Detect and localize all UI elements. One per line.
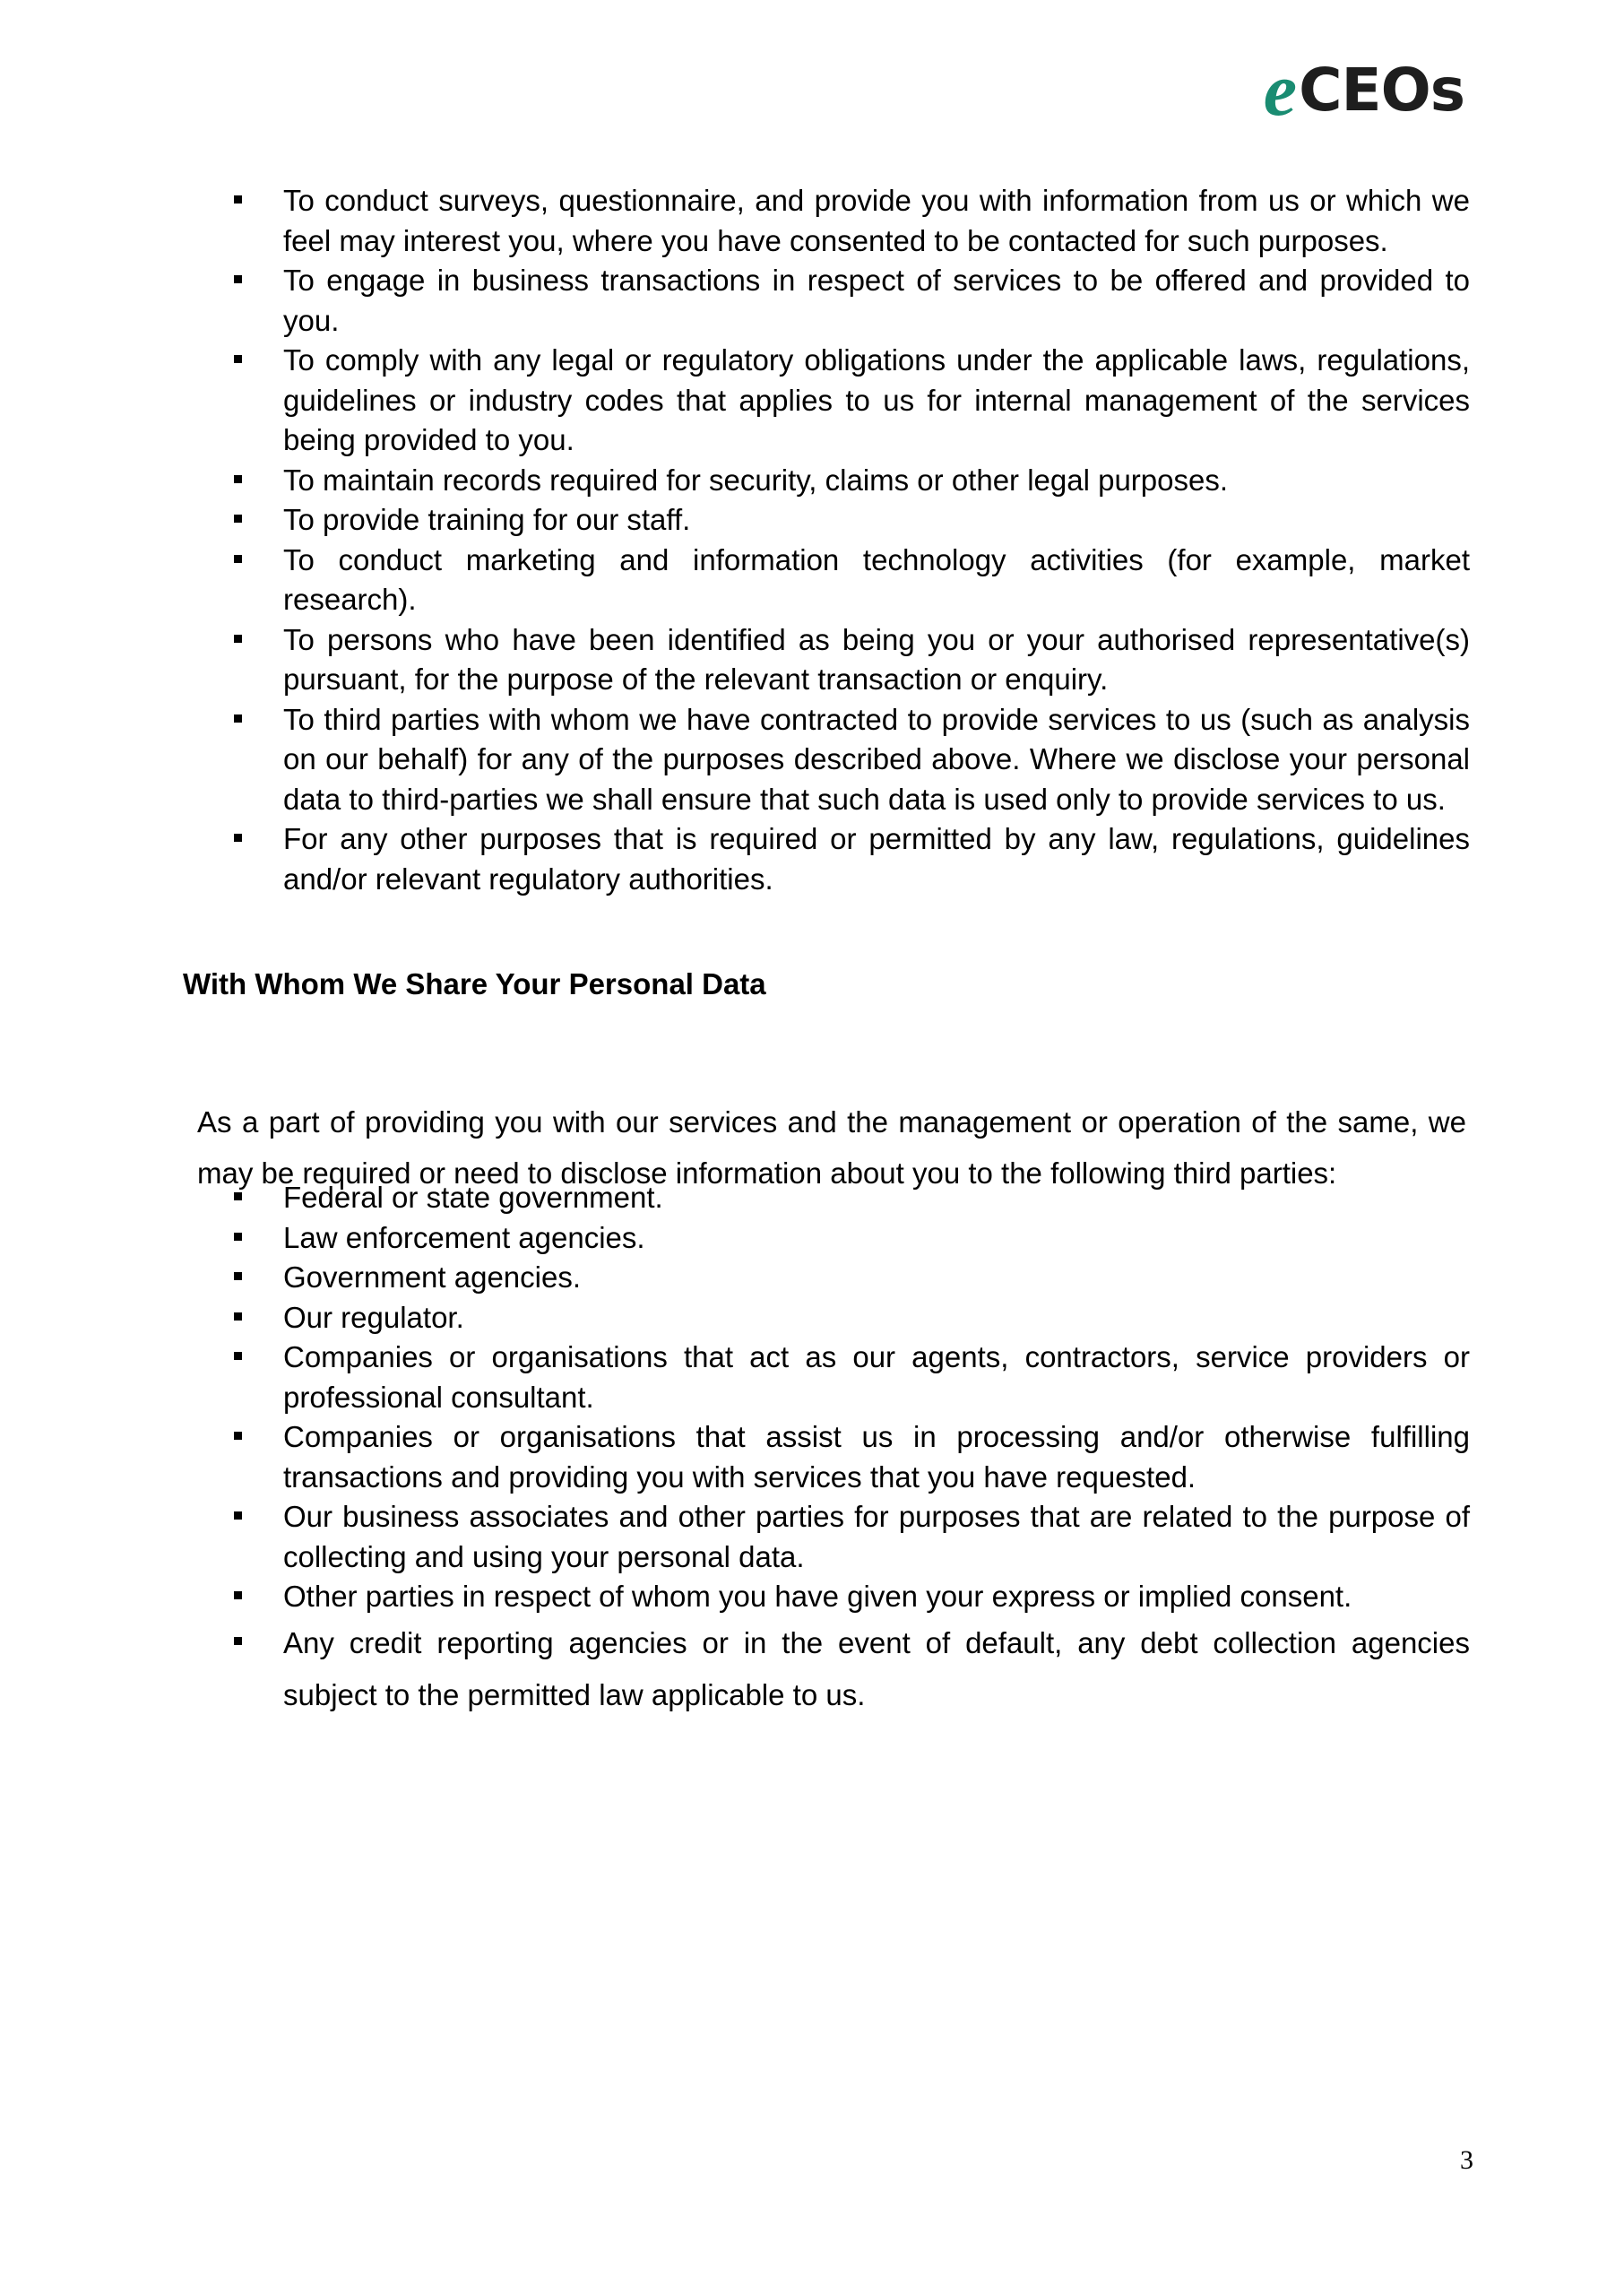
list-item-text: Federal or state government. xyxy=(283,1181,663,1214)
list-item xyxy=(224,181,1470,261)
list-item-text: Companies or organisations that act as our agents, contractors, service providers or professional consultant. xyxy=(283,1340,1470,1414)
intro-paragraph: As a part of providing you with our services and the management or operation of the same, we may be required or need to disclose information about you to the following third parties: xyxy=(197,1105,1466,1190)
list-item-text: Other parties in respect of whom you have given your express or implied consent. xyxy=(283,1580,1352,1613)
bullet-square-icon xyxy=(234,475,242,483)
list-item-text: To persons who have been identified as being you or your authorised representative(s) pursuant, for the purpose of the relevant transaction or enquiry. xyxy=(283,622,1470,696)
logo-wordmark: CEOs xyxy=(1299,56,1464,125)
list-item xyxy=(224,1417,1470,1497)
bullet-square-icon xyxy=(234,1272,242,1280)
bullet-square-icon xyxy=(234,1312,242,1321)
list-item-text: Government agencies. xyxy=(283,1260,582,1294)
list-item xyxy=(224,1617,1470,1721)
list-item-text: Companies or organisations that assist us in processing and/or otherwise fulfilling transactions and providing you with services that you have requested. xyxy=(283,1420,1470,1494)
list-item xyxy=(224,620,1470,700)
bullet-square-icon xyxy=(234,1432,242,1440)
list-item-text: To conduct marketing and information technology activities (for example, market research). xyxy=(283,542,1470,616)
bullet-square-icon xyxy=(234,355,242,363)
bullet-square-icon xyxy=(234,275,242,283)
logo-e-mark: e xyxy=(1263,48,1298,132)
list-item-text: Any credit reporting agencies or in the event of default, any debt collection agencies subject to the permitted law applicable to us. xyxy=(283,1625,1470,1711)
eceos-logo xyxy=(1263,48,1464,132)
bullet-square-icon xyxy=(234,714,242,723)
list-item-text: Our regulator. xyxy=(283,1300,464,1334)
list-item xyxy=(224,819,1470,899)
bullet-square-icon xyxy=(234,195,242,204)
list-item-text: For any other purposes that is required or permitted by any law, regulations, guidelines and/or relevant regulatory authorities. xyxy=(283,822,1470,896)
section-heading: With Whom We Share Your Personal Data xyxy=(183,967,766,1000)
purposes-list xyxy=(224,181,1470,899)
list-item xyxy=(224,341,1470,461)
list-item xyxy=(224,1258,1470,1298)
list-item xyxy=(224,700,1470,820)
list-item xyxy=(224,1178,1470,1218)
bullet-square-icon xyxy=(234,635,242,643)
list-item-text: To conduct surveys, questionnaire, and provide you with information from us or which we feel may interest you, where you have consented to be contacted for such purposes. xyxy=(283,184,1470,257)
list-item xyxy=(224,1218,1470,1259)
list-item xyxy=(224,500,1470,541)
page-number: 3 xyxy=(1460,2145,1473,2175)
third-parties-list xyxy=(224,1178,1470,1721)
list-item-text: To provide training for our staff. xyxy=(283,503,691,536)
list-item xyxy=(224,1577,1470,1617)
bullet-square-icon xyxy=(234,1591,242,1599)
list-item xyxy=(224,1497,1470,1577)
list-item-text: To comply with any legal or regulatory obligations under the applicable laws, regulations, guidelines or industry codes that applies to us for internal management of the services being provided to you. xyxy=(283,343,1470,456)
list-item xyxy=(224,541,1470,620)
list-item-text: To maintain records required for security, claims or other legal purposes. xyxy=(283,463,1229,497)
bullet-square-icon xyxy=(234,1233,242,1241)
list-item-text: Law enforcement agencies. xyxy=(283,1220,645,1254)
bullet-square-icon xyxy=(234,1511,242,1520)
list-item xyxy=(224,261,1470,341)
list-item-text: To third parties with whom we have contracted to provide services to us (such as analysis on our behalf) for any of the purposes described above. Where we disclose your personal data to third-parties we shall ensure that such data is used only to provide services to us. xyxy=(283,702,1470,816)
bullet-square-icon xyxy=(234,1637,242,1645)
list-item-text: To engage in business transactions in respect of services to be offered and provided to you. xyxy=(283,264,1470,337)
bullet-square-icon xyxy=(234,834,242,842)
bullet-square-icon xyxy=(234,1352,242,1360)
bullet-square-icon xyxy=(234,1192,242,1200)
list-item xyxy=(224,461,1470,501)
bullet-square-icon xyxy=(234,555,242,563)
bullet-square-icon xyxy=(234,515,242,523)
list-item xyxy=(224,1338,1470,1417)
list-item-text: Our business associates and other parties for purposes that are related to the purpose of collecting and using your personal data. xyxy=(283,1500,1470,1573)
list-item xyxy=(224,1298,1470,1338)
